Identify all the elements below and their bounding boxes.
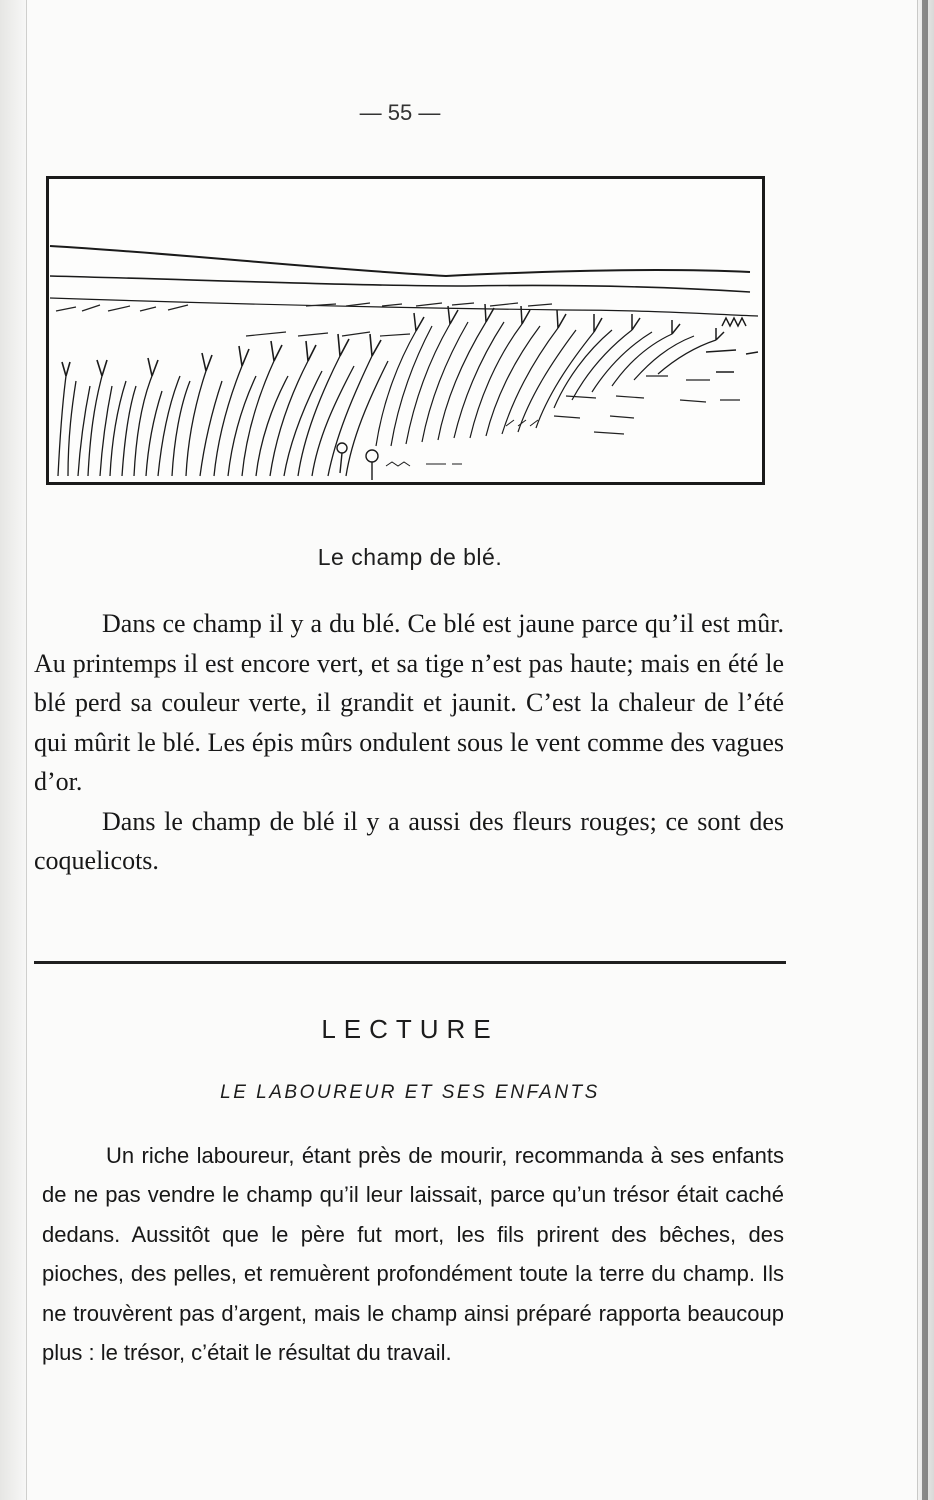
wheat-field-illustration — [46, 176, 766, 486]
paragraph: Un riche laboureur, étant près de mourir, recommanda à ses enfants de ne pas vendre le champ qu’il leur laissait, parce qu’un trésor était caché dedans. Aussitôt que le père fut mort, les fils prirent des bêches, des pioches, des pelles, et remuèrent profondément toute la terre du champ. Ils ne trouvèrent pas d’argent, mais le champ ainsi préparé rapporta beaucoup plus : le trésor, c’était le résultat du travail. — [42, 1143, 784, 1366]
spine-shadow — [922, 0, 928, 1500]
page-number: — 55 — — [359, 100, 441, 125]
paragraph: Dans ce champ il y a du blé. Ce blé est jaune parce qu’il est mûr. Au printemps il est encore vert, et sa tige n’est pas haute; mais en été le blé perd sa couleur verte, il grandit et jaunit. C’est la chaleur de l’été qui mûrit le blé. Les épis mûrs ondulent sous le vent comme des vagues d’or. — [34, 609, 784, 796]
section-divider — [34, 961, 786, 964]
wheat-field-engraving-icon — [46, 176, 766, 486]
illustration-caption: Le champ de blé. — [317, 544, 503, 570]
story-title: LE LABOUREUR ET SES ENFANTS — [220, 1082, 600, 1103]
book-spine-edge — [917, 0, 934, 1500]
adjacent-page-edge — [0, 0, 27, 1500]
reading-text — [42, 1136, 784, 1372]
section-title: LECTURE — [321, 1014, 499, 1044]
paragraph: Dans le champ de blé il y a aussi des fleurs rouges; ce sont des coquelicots. — [34, 806, 784, 875]
description-text — [34, 604, 784, 881]
